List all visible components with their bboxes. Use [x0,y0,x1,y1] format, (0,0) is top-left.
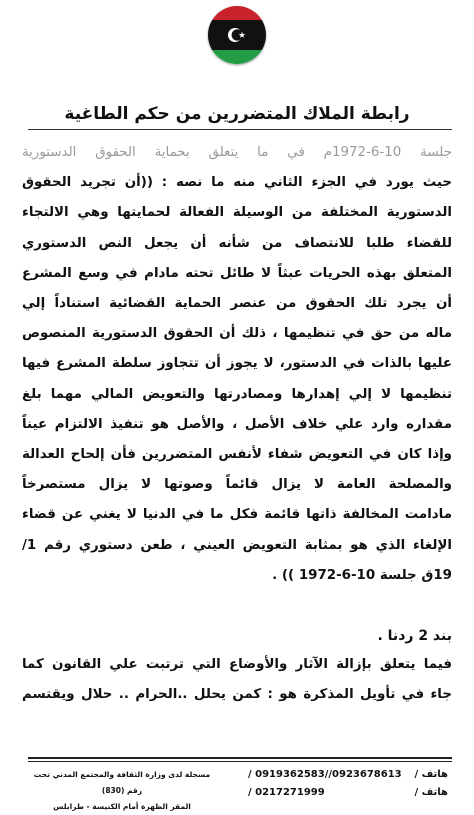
text-line: الدستورية المختلفة من الوسيلة الفعالة لحمايتها وهي الالتجاء [22,205,452,221]
fax-number: 0217271999 / [248,787,325,798]
text-line: مادامت المخالفة ذاتها قائمة فكل ما في الدنيا لا يغني عن قضاء [22,507,452,523]
text-line: أن يجرد تلك الحقوق من عنصر الحماية القضائية استناداً إلي [22,296,452,312]
second-paragraph [22,650,452,710]
text-line: المتعلق بهذه الحريات عبثاً لا طائل تحته مادام في وسع المشرع [22,265,452,281]
text-line: عليها بالذات في الدستور، لا يجوز أن تتجاوز سلطة المشرع فيها [22,356,452,372]
text-line: 19ق جلسة 10-6-1972 )) . [272,567,452,583]
text-line: الإلغاء الذي هو بمثابة التعويض العيني ، طعن دستوري رقم 1/ [22,537,452,553]
text-line: جلسة 10-6-1972م في ما يتعلق بحماية الحقوق الدستورية [22,145,452,160]
clause-heading: بند 2 ردنا . [377,628,452,644]
text-line: ماله من حق في تنظيمها ، ذلك أن الحقوق الدستورية المنصوص [22,326,452,342]
text-line: والمصلحة العامة لا يزال قائماً وصوتها لا يزال مستصرخاً [22,477,452,493]
footer-contacts [248,766,448,802]
text-line: للقضاء طلبا للانتصاف من شأنه أن يجعل النص الدستوري [22,235,452,251]
text-line: جاء في تأويل المذكرة هو : كمن يحلل ..الحرام .. حلال ويقتسم [22,687,452,702]
text-line: تنظيمها لا إلي إهدارها ومصادرتها والتعويض المالي مهما بلغ [22,386,452,402]
phone-numbers: 0923678613//0919362583 / [248,769,402,780]
text-line: وإذا كان في التعويض شفاء لأنفس المتضررين فأن إلحاح العدالة [22,447,452,463]
address-text: المقر الظهرة أمام الكنيسة - طرابلس [53,802,191,811]
text-line: فيما يتعلق بإزالة الآثار والأوضاع التي ترتبت علي القانون كما [22,657,452,672]
fax-label: هاتف / [414,787,448,798]
title-divider [28,129,452,130]
crescent-star-icon [225,23,249,47]
organization-title: رابطة الملاك المتضررين من حكم الطاغية [64,104,410,124]
text-line: حيث يورد في الجزء الثاني منه ما نصه : ((أن تجريد الحقوق [22,175,452,191]
phone-label: هاتف / [414,769,448,780]
footer-registration [32,767,212,815]
registration-text: مسجلة لدى وزارة الثقافة والمجتمع المدني تحت رقم (830) [33,770,211,795]
text-line: مقداره وارد علي خلاف الأصل ، والأصل هو تنفيذ الالتزام عيناً [22,416,452,432]
footer-divider [28,757,452,759]
libya-flag-emblem-icon [208,6,266,64]
footer-divider-thin [28,761,452,762]
body-paragraph [22,138,452,591]
